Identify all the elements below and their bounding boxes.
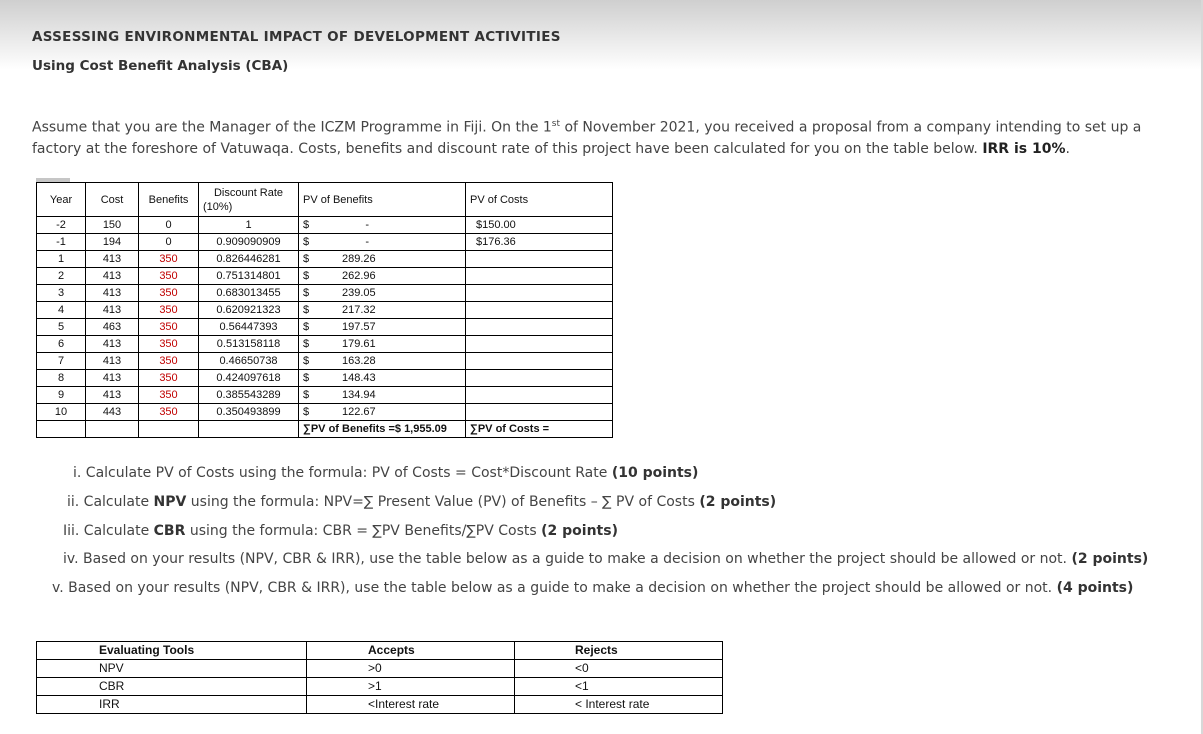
cba-total-row — [37, 421, 613, 438]
cell-pv-currency: $ — [303, 304, 310, 316]
cell-pv-benefits — [299, 319, 466, 336]
cell-pv-value: - — [365, 236, 369, 248]
intro-text-2: of November 2021, you received a proposal from a company intending to set up a — [560, 119, 1142, 136]
total-empty-3 — [139, 421, 199, 438]
cell-cost: 463 — [86, 319, 139, 336]
header-pv-benefits: PV of Benefits — [299, 183, 466, 217]
header-pv-costs: PV of Costs — [466, 183, 613, 217]
q5-points: (4 points) — [1056, 580, 1134, 596]
intro-end: . — [1065, 140, 1070, 157]
eval-accept: >0 — [307, 660, 515, 678]
cell-pv-value: - — [365, 219, 369, 231]
intro-sup: st — [551, 119, 561, 129]
header-benefits: Benefits — [139, 183, 199, 217]
cell-cost: 194 — [86, 234, 139, 251]
question-5 — [52, 580, 1133, 596]
cell-pv-benefits — [299, 370, 466, 387]
q3-pre: Iii. Calculate — [63, 523, 154, 539]
eval-tool: IRR — [37, 696, 307, 714]
cell-year: 8 — [37, 370, 86, 387]
cba-row — [37, 387, 613, 404]
cell-pv-costs — [466, 353, 613, 370]
total-empty-1 — [37, 421, 86, 438]
cell-pv-costs — [466, 319, 613, 336]
question-1 — [73, 465, 698, 481]
cell-discount-rate: 0.513158118 — [199, 336, 299, 353]
q5-text: v. Based on your results (NPV, CBR & IRR), use the table below as a guide to make a decision on whether the project should be allowed or not. — [52, 580, 1057, 596]
cell-cost: 413 — [86, 370, 139, 387]
cell-discount-rate: 0.350493899 — [199, 404, 299, 421]
cba-row — [37, 336, 613, 353]
q2-text: using the formula: NPV=∑ Present Value (PV) of Benefits – ∑ PV of Costs — [186, 494, 700, 510]
cba-header-row — [37, 183, 613, 217]
cell-pv-benefits — [299, 251, 466, 268]
header-discount-rate-sub: (10%) — [203, 200, 233, 213]
cell-discount-rate: 0.826446281 — [199, 251, 299, 268]
cell-discount-rate: 1 — [199, 217, 299, 234]
cba-row — [37, 319, 613, 336]
cell-pv-costs — [466, 251, 613, 268]
cell-benefits: 350 — [139, 353, 199, 370]
cell-cost: 150 — [86, 217, 139, 234]
q4-points: (2 points) — [1071, 551, 1149, 567]
eval-tool: NPV — [37, 660, 307, 678]
cell-benefits: 350 — [139, 404, 199, 421]
intro-line-2: factory at the foreshore of Vatuwaqa. Costs, benefits and discount rate of this project have been calculated for you on the table below. — [32, 140, 978, 157]
q3-bold: CBR — [153, 523, 186, 539]
cell-pv-currency: $ — [303, 287, 310, 299]
cell-benefits: 350 — [139, 268, 199, 285]
q1-text: i. Calculate PV of Costs using the formula: PV of Costs = Cost*Discount Rate — [73, 465, 612, 481]
cell-pv-currency: $ — [303, 321, 310, 333]
question-4 — [63, 551, 1148, 567]
header-discount-rate — [199, 183, 299, 217]
total-empty-4 — [199, 421, 299, 438]
cell-pv-costs — [466, 268, 613, 285]
cba-row — [37, 268, 613, 285]
page-subtitle: Using Cost Benefit Analysis (CBA) — [32, 58, 289, 74]
header-cost: Cost — [86, 183, 139, 217]
cell-year: -2 — [37, 217, 86, 234]
q2-bold: NPV — [153, 494, 187, 510]
cell-benefits: 350 — [139, 336, 199, 353]
cell-pv-benefits — [299, 302, 466, 319]
cell-pv-value: 148.43 — [342, 372, 376, 384]
cell-pv-currency: $ — [303, 406, 310, 418]
question-2 — [67, 494, 776, 510]
cba-row — [37, 404, 613, 421]
cba-row — [37, 353, 613, 370]
cell-year: 2 — [37, 268, 86, 285]
cell-discount-rate: 0.56447393 — [199, 319, 299, 336]
cell-pv-costs — [466, 370, 613, 387]
total-pv-costs: ∑PV of Costs = — [466, 421, 613, 438]
cell-discount-rate: 0.683013455 — [199, 285, 299, 302]
cell-benefits: 0 — [139, 217, 199, 234]
cell-year: 6 — [37, 336, 86, 353]
cell-pv-costs — [466, 285, 613, 302]
cell-discount-rate: 0.620921323 — [199, 302, 299, 319]
cell-discount-rate: 0.909090909 — [199, 234, 299, 251]
cell-pv-benefits — [299, 336, 466, 353]
cell-pv-benefits — [299, 217, 466, 234]
cell-benefits: 350 — [139, 251, 199, 268]
total-pv-benefits: ∑PV of Benefits =$ 1,955.09 — [299, 421, 466, 438]
cell-pv-benefits — [299, 404, 466, 421]
intro-text-1: Assume that you are the Manager of the ICZM Programme in Fiji. On the 1 — [32, 119, 552, 136]
cell-pv-currency: $ — [303, 219, 310, 231]
cell-pv-benefits — [299, 285, 466, 302]
cell-year: 5 — [37, 319, 86, 336]
cell-pv-value: 134.94 — [342, 389, 376, 401]
cell-cost: 413 — [86, 251, 139, 268]
cell-pv-value: 122.67 — [342, 406, 376, 418]
cell-cost: 413 — [86, 387, 139, 404]
cba-row — [37, 370, 613, 387]
cell-pv-costs — [466, 404, 613, 421]
cell-discount-rate: 0.385543289 — [199, 387, 299, 404]
cell-discount-rate: 0.751314801 — [199, 268, 299, 285]
eval-header-row — [37, 642, 723, 660]
cell-year: 10 — [37, 404, 86, 421]
cba-row — [37, 251, 613, 268]
eval-accept: >1 — [307, 678, 515, 696]
eval-accept: <Interest rate — [307, 696, 515, 714]
cell-pv-benefits — [299, 234, 466, 251]
cba-table — [36, 182, 613, 438]
cell-pv-value: 197.57 — [342, 321, 376, 333]
cell-pv-currency: $ — [303, 270, 310, 282]
cell-cost: 443 — [86, 404, 139, 421]
eval-tool: CBR — [37, 678, 307, 696]
cell-pv-costs — [466, 302, 613, 319]
cell-benefits: 350 — [139, 387, 199, 404]
evaluation-table — [36, 641, 723, 714]
eval-row — [37, 660, 723, 678]
cell-discount-rate: 0.424097618 — [199, 370, 299, 387]
cba-row — [37, 302, 613, 319]
irr-statement: IRR is 10% — [982, 140, 1066, 157]
q2-pre: ii. Calculate — [67, 494, 154, 510]
cell-pv-currency: $ — [303, 389, 310, 401]
eval-header-rejects: Rejects — [515, 642, 723, 660]
cell-pv-value: 289.26 — [342, 253, 376, 265]
q3-text: using the formula: CBR = ∑PV Benefits/∑PV Costs — [185, 523, 542, 539]
cell-year: 3 — [37, 285, 86, 302]
cell-year: 7 — [37, 353, 86, 370]
cell-cost: 413 — [86, 285, 139, 302]
cell-pv-value: 163.28 — [342, 355, 376, 367]
cell-year: 9 — [37, 387, 86, 404]
cell-pv-value: 179.61 — [342, 338, 376, 350]
cell-benefits: 350 — [139, 285, 199, 302]
intro-paragraph — [32, 114, 1203, 160]
cell-benefits: 350 — [139, 370, 199, 387]
cell-pv-value: 217.32 — [342, 304, 376, 316]
cell-pv-benefits — [299, 387, 466, 404]
cell-cost: 413 — [86, 268, 139, 285]
cell-pv-currency: $ — [303, 372, 310, 384]
cell-pv-benefits — [299, 268, 466, 285]
cell-pv-currency: $ — [303, 338, 310, 350]
cell-cost: 413 — [86, 336, 139, 353]
cell-benefits: 350 — [139, 302, 199, 319]
eval-reject: < Interest rate — [515, 696, 723, 714]
question-3 — [63, 523, 618, 539]
cell-cost: 413 — [86, 302, 139, 319]
total-empty-2 — [86, 421, 139, 438]
eval-header-tools: Evaluating Tools — [37, 642, 307, 660]
cba-row — [37, 285, 613, 302]
eval-reject: <1 — [515, 678, 723, 696]
cell-pv-costs: $176.36 — [466, 234, 613, 251]
q1-points: (10 points) — [611, 465, 699, 481]
cell-discount-rate: 0.46650738 — [199, 353, 299, 370]
cell-pv-currency: $ — [303, 253, 310, 265]
q2-points: (2 points) — [699, 494, 777, 510]
header-year: Year — [37, 183, 86, 217]
q4-text: iv. Based on your results (NPV, CBR & IRR), use the table below as a guide to make a decision on whether the project should be allowed or not. — [63, 551, 1072, 567]
header-discount-rate-label: Discount Rate — [213, 186, 284, 199]
cell-pv-costs: $150.00 — [466, 217, 613, 234]
cell-pv-value: 239.05 — [342, 287, 376, 299]
eval-row — [37, 696, 723, 714]
cell-year: -1 — [37, 234, 86, 251]
eval-header-accepts: Accepts — [307, 642, 515, 660]
page-title: ASSESSING ENVIRONMENTAL IMPACT OF DEVELOPMENT ACTIVITIES — [32, 29, 561, 45]
cell-cost: 413 — [86, 353, 139, 370]
cell-pv-costs — [466, 336, 613, 353]
cell-pv-benefits — [299, 353, 466, 370]
cell-pv-costs — [466, 387, 613, 404]
cell-benefits: 0 — [139, 234, 199, 251]
cba-row — [37, 234, 613, 251]
cell-pv-currency: $ — [303, 355, 310, 367]
cell-pv-value: 262.96 — [342, 270, 376, 282]
q3-points: (2 points) — [541, 523, 618, 539]
cell-year: 4 — [37, 302, 86, 319]
cba-row — [37, 217, 613, 234]
eval-row — [37, 678, 723, 696]
eval-reject: <0 — [515, 660, 723, 678]
cell-benefits: 350 — [139, 319, 199, 336]
cell-pv-currency: $ — [303, 236, 310, 248]
cell-year: 1 — [37, 251, 86, 268]
